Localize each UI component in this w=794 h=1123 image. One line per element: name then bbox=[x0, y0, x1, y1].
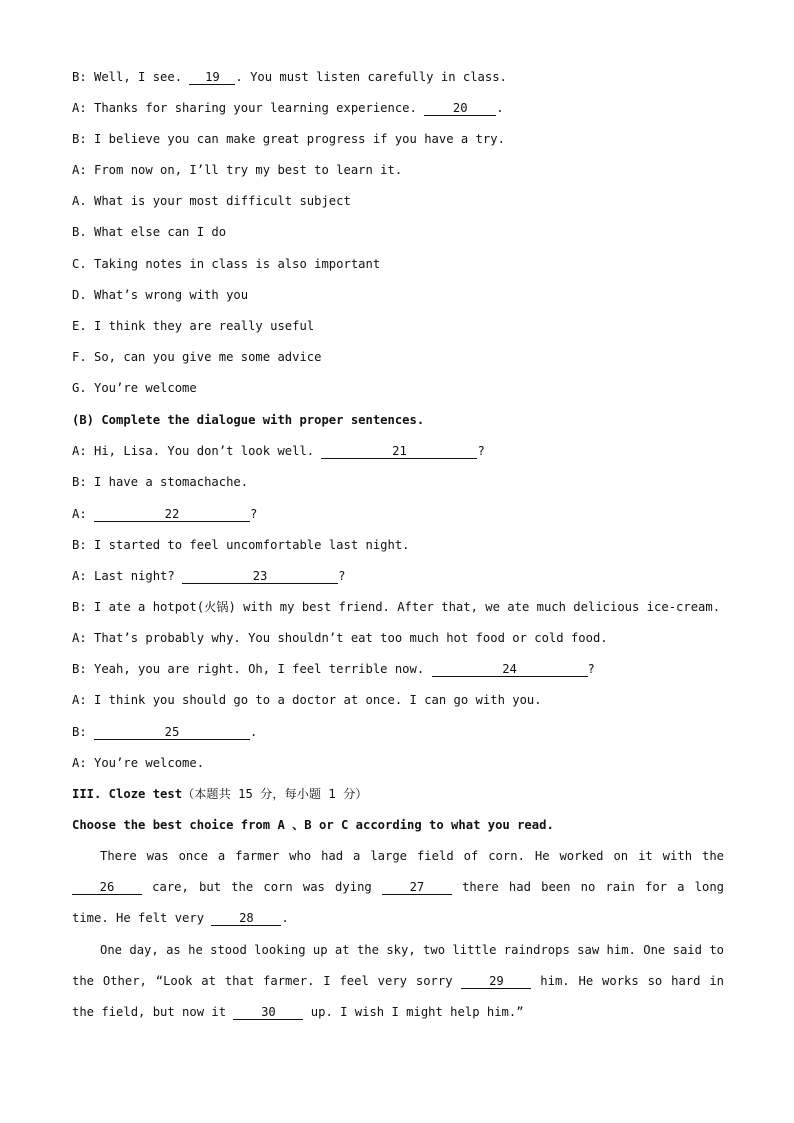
dialogue-line: A: 22 ? bbox=[72, 507, 258, 521]
dialogue-line: A: Last night? 23 ? bbox=[72, 569, 346, 583]
dialogue-line: B: Yeah, you are right. Oh, I feel terrible now. 24 ? bbox=[72, 662, 595, 676]
answer-blank[interactable]: 26 bbox=[72, 880, 142, 895]
answer-blank[interactable]: 23 bbox=[182, 569, 338, 584]
dialogue-line: A: You’re welcome. bbox=[72, 756, 205, 770]
answer-blank[interactable]: 29 bbox=[461, 974, 531, 989]
answer-blank[interactable]: 27 bbox=[382, 880, 452, 895]
option-item: B. What else can I do bbox=[72, 225, 227, 239]
section-heading: (B) Complete the dialogue with proper sentences. bbox=[72, 413, 425, 427]
dialogue-line: A: That’s probably why. You shouldn’t eat too much hot food or cold food. bbox=[72, 631, 608, 645]
dialogue-line: B: I believe you can make great progress if you have a try. bbox=[72, 132, 505, 146]
answer-blank[interactable]: 20 bbox=[424, 101, 496, 116]
answer-blank[interactable]: 28 bbox=[211, 911, 281, 926]
dialogue-line: B: 25 . bbox=[72, 725, 258, 739]
option-item: E. I think they are really useful bbox=[72, 319, 315, 333]
dialogue-line: A: I think you should go to a doctor at once. I can go with you. bbox=[72, 693, 542, 707]
answer-blank[interactable]: 24 bbox=[432, 662, 588, 677]
cloze-paragraph: There was once a farmer who had a large field of corn. He worked on it with the 26 care, but the corn was dying 27 there had been no rain for a long time. He felt very 28 . bbox=[72, 849, 725, 925]
section-heading: III. Cloze test（本题共 15 分，每小题 1 分） bbox=[72, 787, 368, 801]
dialogue-line: A: Thanks for sharing your learning experience. 20 . bbox=[72, 101, 504, 115]
dialogue-line: B: Well, I see. 19 . You must listen carefully in class. bbox=[72, 70, 507, 84]
cloze-paragraph: One day, as he stood looking up at the sky, two little raindrops saw him. One said to the Other, “Look at that farmer. I feel very sorry 29 him. He works so hard in the field, but now it 30 up. I wish I might help him.” bbox=[72, 943, 725, 1019]
answer-blank[interactable]: 22 bbox=[94, 507, 250, 522]
dialogue-line: B: I have a stomachache. bbox=[72, 475, 249, 489]
option-item: F. So, can you give me some advice bbox=[72, 350, 322, 364]
answer-blank[interactable]: 21 bbox=[321, 444, 477, 459]
option-item: G. You’re welcome bbox=[72, 381, 197, 395]
dialogue-line: B: I ate a hotpot(火锅) with my best friend. After that, we ate much delicious ice-cream. bbox=[72, 600, 721, 614]
option-item: C. Taking notes in class is also important bbox=[72, 257, 381, 271]
answer-blank[interactable]: 19 bbox=[189, 70, 235, 85]
answer-blank[interactable]: 25 bbox=[94, 725, 250, 740]
dialogue-line: A: Hi, Lisa. You don’t look well. 21 ? bbox=[72, 444, 485, 458]
dialogue-line: A: From now on, I’ll try my best to learn it. bbox=[72, 163, 403, 177]
dialogue-line: B: I started to feel uncomfortable last night. bbox=[72, 538, 410, 552]
section-instruction: Choose the best choice from A 、B or C according to what you read. bbox=[72, 818, 554, 832]
option-item: A. What is your most difficult subject bbox=[72, 194, 351, 208]
answer-blank[interactable]: 30 bbox=[233, 1005, 303, 1020]
option-item: D. What’s wrong with you bbox=[72, 288, 249, 302]
